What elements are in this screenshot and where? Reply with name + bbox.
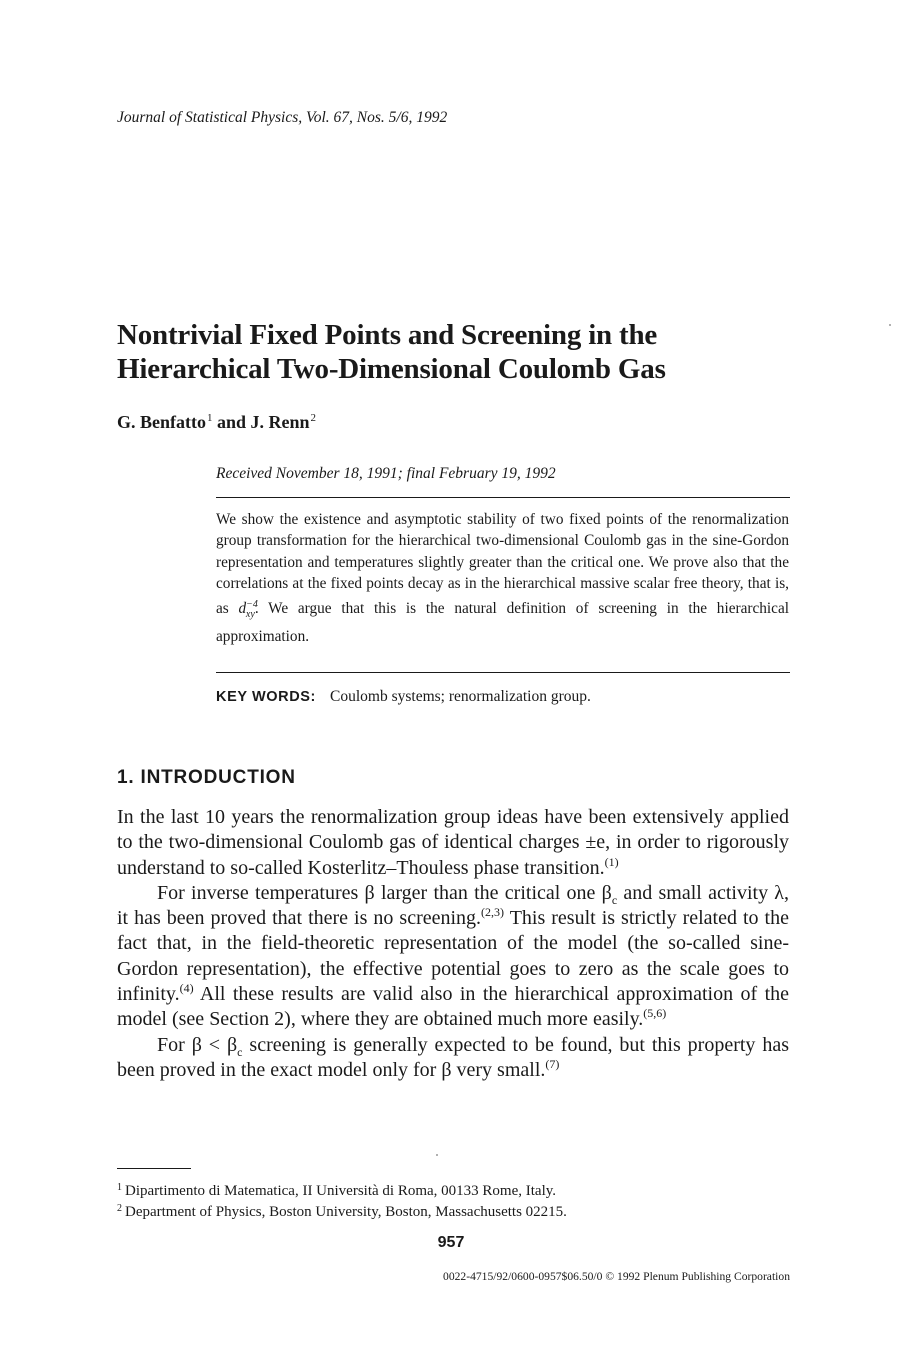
- author-name: G. Benfatto: [117, 412, 206, 432]
- paragraph: For $\beta < \beta_c$ screening is generally expected to be found, but this property has been proved in the exact model only for β very small.$^{(7)}$: [117, 1033, 789, 1081]
- author-name: J. Renn: [250, 412, 310, 432]
- title-line-1: Nontrivial Fixed Points and Screening in the: [117, 319, 658, 351]
- scan-speck: [889, 324, 891, 326]
- author-list: [117, 412, 316, 433]
- citation: (2,3): [481, 905, 505, 920]
- citation: (4): [179, 981, 194, 996]
- abstract-text: . We argue that this is the natural definition of screening in the hierarchical approximation.: [216, 600, 789, 645]
- citation: (5,6): [643, 1006, 667, 1021]
- abstract-text: We show the existence and asymptotic stability of two fixed points of the renormalization group transformation for the hierarchical two-dimensional Coulomb gas in the sine-Gordon representation and temperatures slightly greater than the critical one. We prove also that the correlations at the fixed points decay as in the hierarchical massive scalar free theory, that is, as: [216, 511, 789, 618]
- author-conjunction: and: [217, 412, 247, 432]
- paragraph: In the last 10 years the renormalization group ideas have been extensively applied to the two-dimensional Coulomb gas of identical charges ±e, in order to rigorously understand to so-called Kosterlitz–Thouless phase transition.$^{(1)}$: [117, 806, 789, 879]
- footnote: $^2$ Department of Physics, Boston University, Boston, Massachusetts 02215.: [117, 1203, 567, 1220]
- section-heading: 1. INTRODUCTION: [117, 767, 296, 788]
- keywords-label: KEY WORDS:: [216, 689, 316, 705]
- abstract: [216, 509, 789, 647]
- body-text: [117, 805, 789, 1083]
- abstract-bottom-rule: [216, 672, 790, 673]
- keywords-text: Coulomb systems; renormalization group.: [330, 688, 591, 705]
- received-dates: Received November 18, 1991; final February 19, 1992: [216, 465, 556, 482]
- page-number: 957: [437, 1234, 465, 1251]
- footnote: $^1$ Dipartimento di Matematica, II Università di Roma, 00133 Rome, Italy.: [117, 1182, 557, 1199]
- footnote-rule: [117, 1168, 191, 1169]
- affiliation-mark: 1: [207, 412, 213, 424]
- article-title: [117, 318, 817, 386]
- title-line-2: Hierarchical Two-Dimensional Coulomb Gas: [117, 353, 666, 385]
- citation: (7): [545, 1056, 560, 1071]
- scan-speck: [436, 1154, 438, 1156]
- paragraph: For inverse temperatures β larger than the critical one $\beta_c$ and small activity λ, it has been proved that there is no screening.$^{(2,3)}$ This result is strictly related to the fact that, in the field-theoretic representation of the model (the so-called sine-Gordon representation), the effective potential goes to zero as the scale goes to infinity.$^{(4)}$ All these results are valid also in the hierarchical approximation of the model (see Section 2), where they are obtained much more easily.$^{(5,6)}$: [117, 881, 790, 1031]
- citation: (1): [604, 854, 619, 869]
- journal-header: Journal of Statistical Physics, Vol. 67, Nos. 5/6, 1992: [117, 109, 448, 126]
- affiliation-mark: 2: [310, 412, 317, 424]
- math-distance: $d^{-4}_{xy}$: [238, 599, 258, 621]
- copyright-line: 0022-4715/92/0600-0957$06.50/0 © 1992 Plenum Publishing Corporation: [443, 1270, 790, 1283]
- abstract-top-rule: [216, 497, 790, 498]
- keywords: [216, 688, 591, 706]
